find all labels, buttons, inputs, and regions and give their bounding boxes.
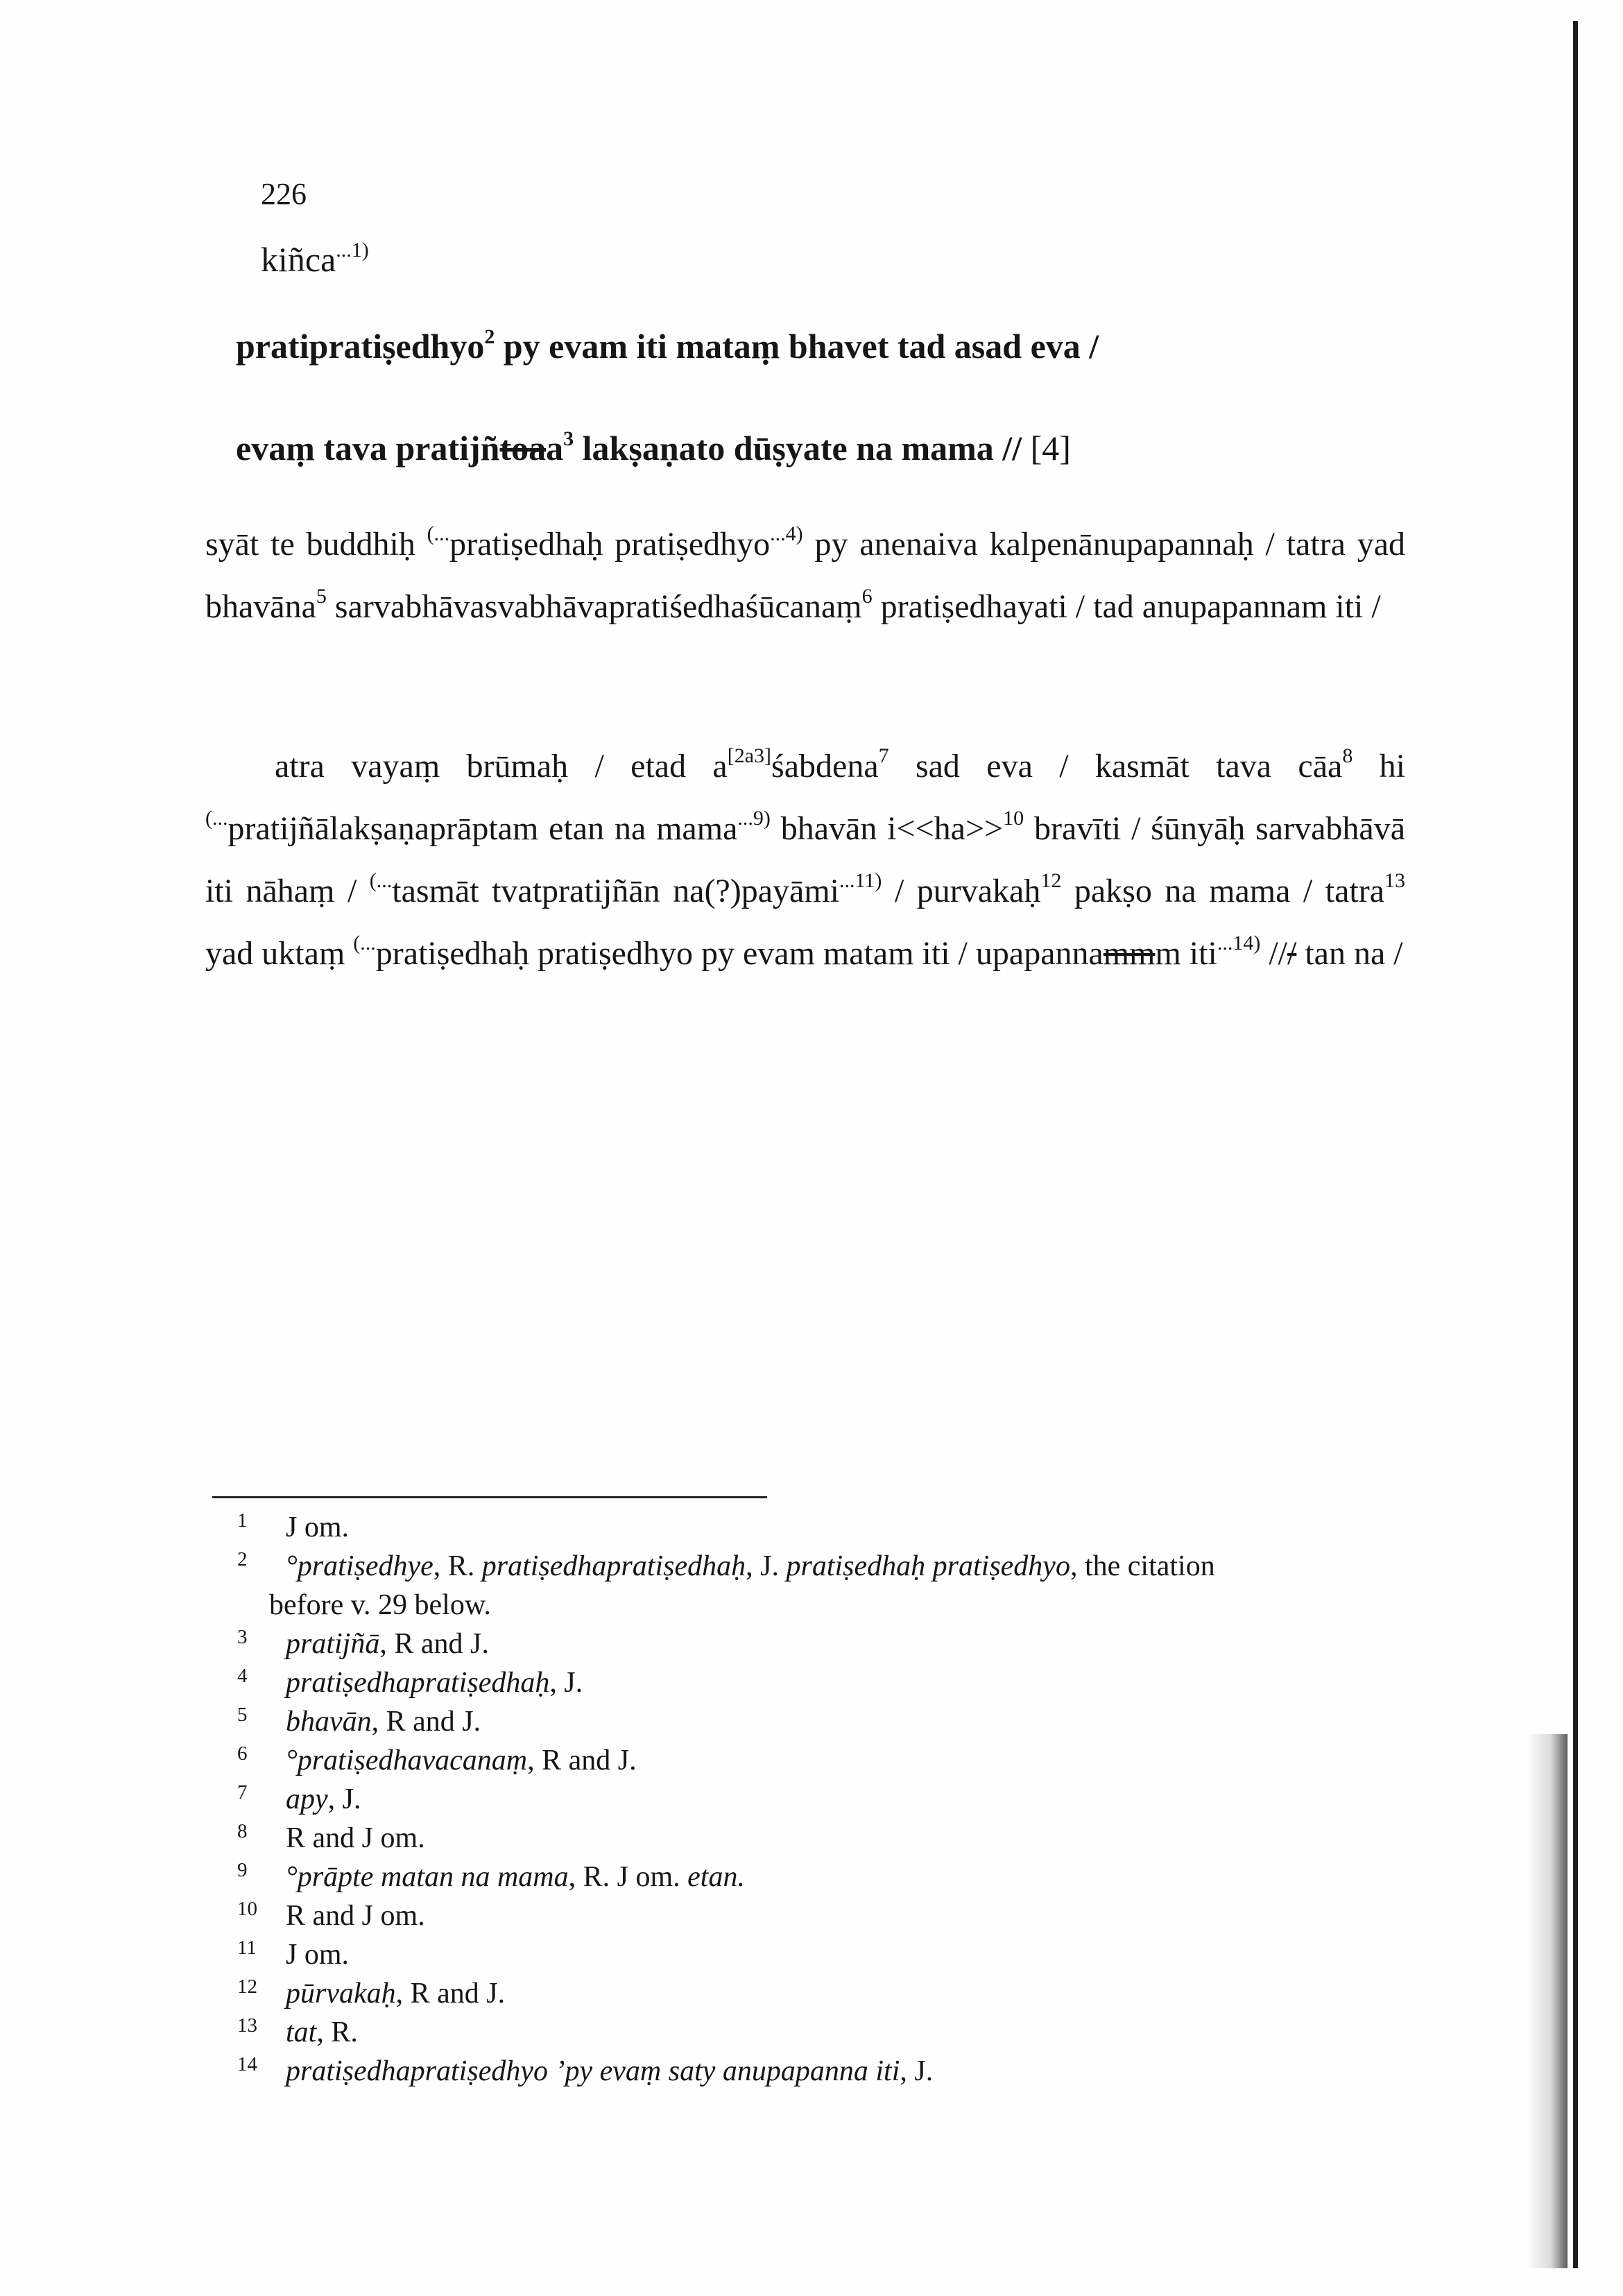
- footnote-10: [212, 1896, 1405, 1935]
- opening-word: kiñca: [261, 240, 336, 279]
- verse-text: a: [546, 429, 564, 468]
- footnote-13: [212, 2013, 1405, 2052]
- footnote-number: 3: [237, 1626, 248, 1648]
- footnote-text: , J.: [327, 1783, 361, 1815]
- footnote-text: pratijñā: [286, 1628, 380, 1660]
- footnote-8: [212, 1819, 1405, 1858]
- footnote-number: 4: [237, 1665, 248, 1687]
- footnote-number: 14: [237, 2053, 257, 2075]
- footnote-text: , J.: [900, 2055, 934, 2087]
- footnote-text: , R and J.: [379, 1628, 489, 1660]
- page-edge-shadow: [1526, 1734, 1568, 2268]
- struck-text: toa: [499, 429, 547, 468]
- footnote-text: , R.: [433, 1550, 482, 1582]
- footnote-number: 1: [237, 1509, 248, 1532]
- footnote-text: etan.: [687, 1861, 745, 1893]
- verse-text: lakṣaṇato dūṣyate na mama //: [574, 429, 1022, 468]
- footnote-14: [212, 2052, 1405, 2091]
- note-marker: 2: [484, 325, 495, 348]
- footnote-7: [212, 1780, 1405, 1819]
- footnote-continuation: before v. 29 below.: [269, 1589, 491, 1621]
- footnote-number: 6: [237, 1742, 248, 1765]
- footnote-text: , R.: [316, 2016, 358, 2048]
- page-number: 226: [261, 177, 307, 211]
- footnote-11: [212, 1935, 1405, 1974]
- footnote-12: [212, 1974, 1405, 2013]
- footnote-text: pratiṣedhapratiṣedhaḥ: [481, 1550, 746, 1582]
- footnote-text: tat: [286, 2016, 317, 2048]
- footnote-4: [212, 1663, 1405, 1702]
- footnote-number: 10: [237, 1898, 257, 1920]
- commentary-paragraph-1: syāt te buddhiḥ (...pratiṣedhaḥ pratiṣedhyo$^{...4)}$ py anenaiva kalpenānupapannaḥ / tatra yad bhavāna$^5$ sarvabhāvasvabhāvapratiśedhaśūcanaṃ$^6$ pratiṣedhayati / tad anupapannam iti /: [205, 522, 1406, 625]
- footnote-number: 2: [237, 1548, 248, 1570]
- page-right-border: [1573, 21, 1578, 2268]
- footnote-5: [212, 1702, 1405, 1741]
- footnote-text: R and J om.: [286, 1822, 425, 1854]
- footnote-text: pratiṣedhapratiṣedhyo ’py evaṃ saty anupapanna iti: [286, 2055, 900, 2087]
- verse-line-2: [236, 428, 1071, 468]
- footnote-text: °prāpte matan na mama: [286, 1861, 569, 1893]
- footnote-text: pratiṣedhapratiṣedhaḥ: [286, 1667, 550, 1699]
- footnote-number: 13: [237, 2014, 257, 2037]
- verse-text: pratipratiṣedhyo: [236, 327, 485, 366]
- note-marker: 3: [563, 427, 574, 450]
- footnote-number: 7: [237, 1781, 248, 1804]
- note-marker: ...1): [336, 239, 369, 262]
- footnote-text: °pratiṣedhavacanaṃ: [286, 1745, 528, 1776]
- footnote-text: °pratiṣedhye: [286, 1550, 433, 1582]
- commentary-paragraph-2: atra vayaṃ brūmaḥ / etad a[2a3]śabdena$^7$ sad eva / kasmāt tava cāa$^8$ hi (...pratijñālakṣaṇaprāptam etan na mama$^{...9)}$ bhavān i<<ha>>$^{10}$ bravīti / śūnyāḥ sarvabhāvā iti nāhaṃ / (...tasmāt tvatpratijñān na(?)payāmi$^{...11)}$ / purvakaḥ$^{12}$ pakṣo na mama / tatra$^{13}$ yad uktaṃ (...pratiṣedhaḥ pratiṣedhyo py evam matam iti / upapannammm iti$^{...14)}$ /// tan na /: [205, 744, 1406, 972]
- footnote-number: 12: [237, 1976, 257, 1998]
- footnote-number: 11: [237, 1937, 257, 1959]
- footnote-rule: [212, 1496, 767, 1498]
- footnote-text: , R. J om.: [568, 1861, 688, 1893]
- verse-text: evaṃ tava pratijñ: [236, 429, 500, 468]
- footnote-3: [212, 1625, 1405, 1663]
- footnote-9: [212, 1858, 1405, 1896]
- footnote-text: , R and J.: [527, 1745, 637, 1776]
- verse-reference: [4]: [1022, 429, 1071, 468]
- footnote-text: bhavān: [286, 1706, 372, 1738]
- footnote-text: , R and J.: [371, 1706, 481, 1738]
- footnote-text: R and J om.: [286, 1900, 425, 1932]
- footnote-number: 9: [237, 1859, 248, 1881]
- footnote-text: , the citation: [1070, 1550, 1215, 1582]
- footnote-text: pratiṣedhaḥ pratiṣedhyo: [786, 1550, 1070, 1582]
- footnotes: [212, 1508, 1405, 2091]
- verse-line-1: [236, 326, 1099, 366]
- verse-text: py evam iti mataṃ bhavet tad asad eva /: [495, 327, 1099, 366]
- footnote-2: [212, 1547, 1405, 1625]
- footnote-number: 5: [237, 1704, 248, 1726]
- footnote-text: , J.: [746, 1550, 787, 1582]
- footnote-1: [212, 1508, 1405, 1547]
- footnote-number: 8: [237, 1820, 248, 1842]
- footnote-text: pūrvakaḥ: [286, 1978, 396, 2010]
- opening-line: [261, 239, 369, 280]
- footnote-text: apy: [286, 1783, 328, 1815]
- footnote-text: J om.: [286, 1939, 350, 1971]
- footnote-6: [212, 1741, 1405, 1780]
- footnote-text: , R and J.: [395, 1978, 506, 2010]
- footnote-text: , J.: [549, 1667, 583, 1699]
- footnote-text: J om.: [286, 1511, 350, 1543]
